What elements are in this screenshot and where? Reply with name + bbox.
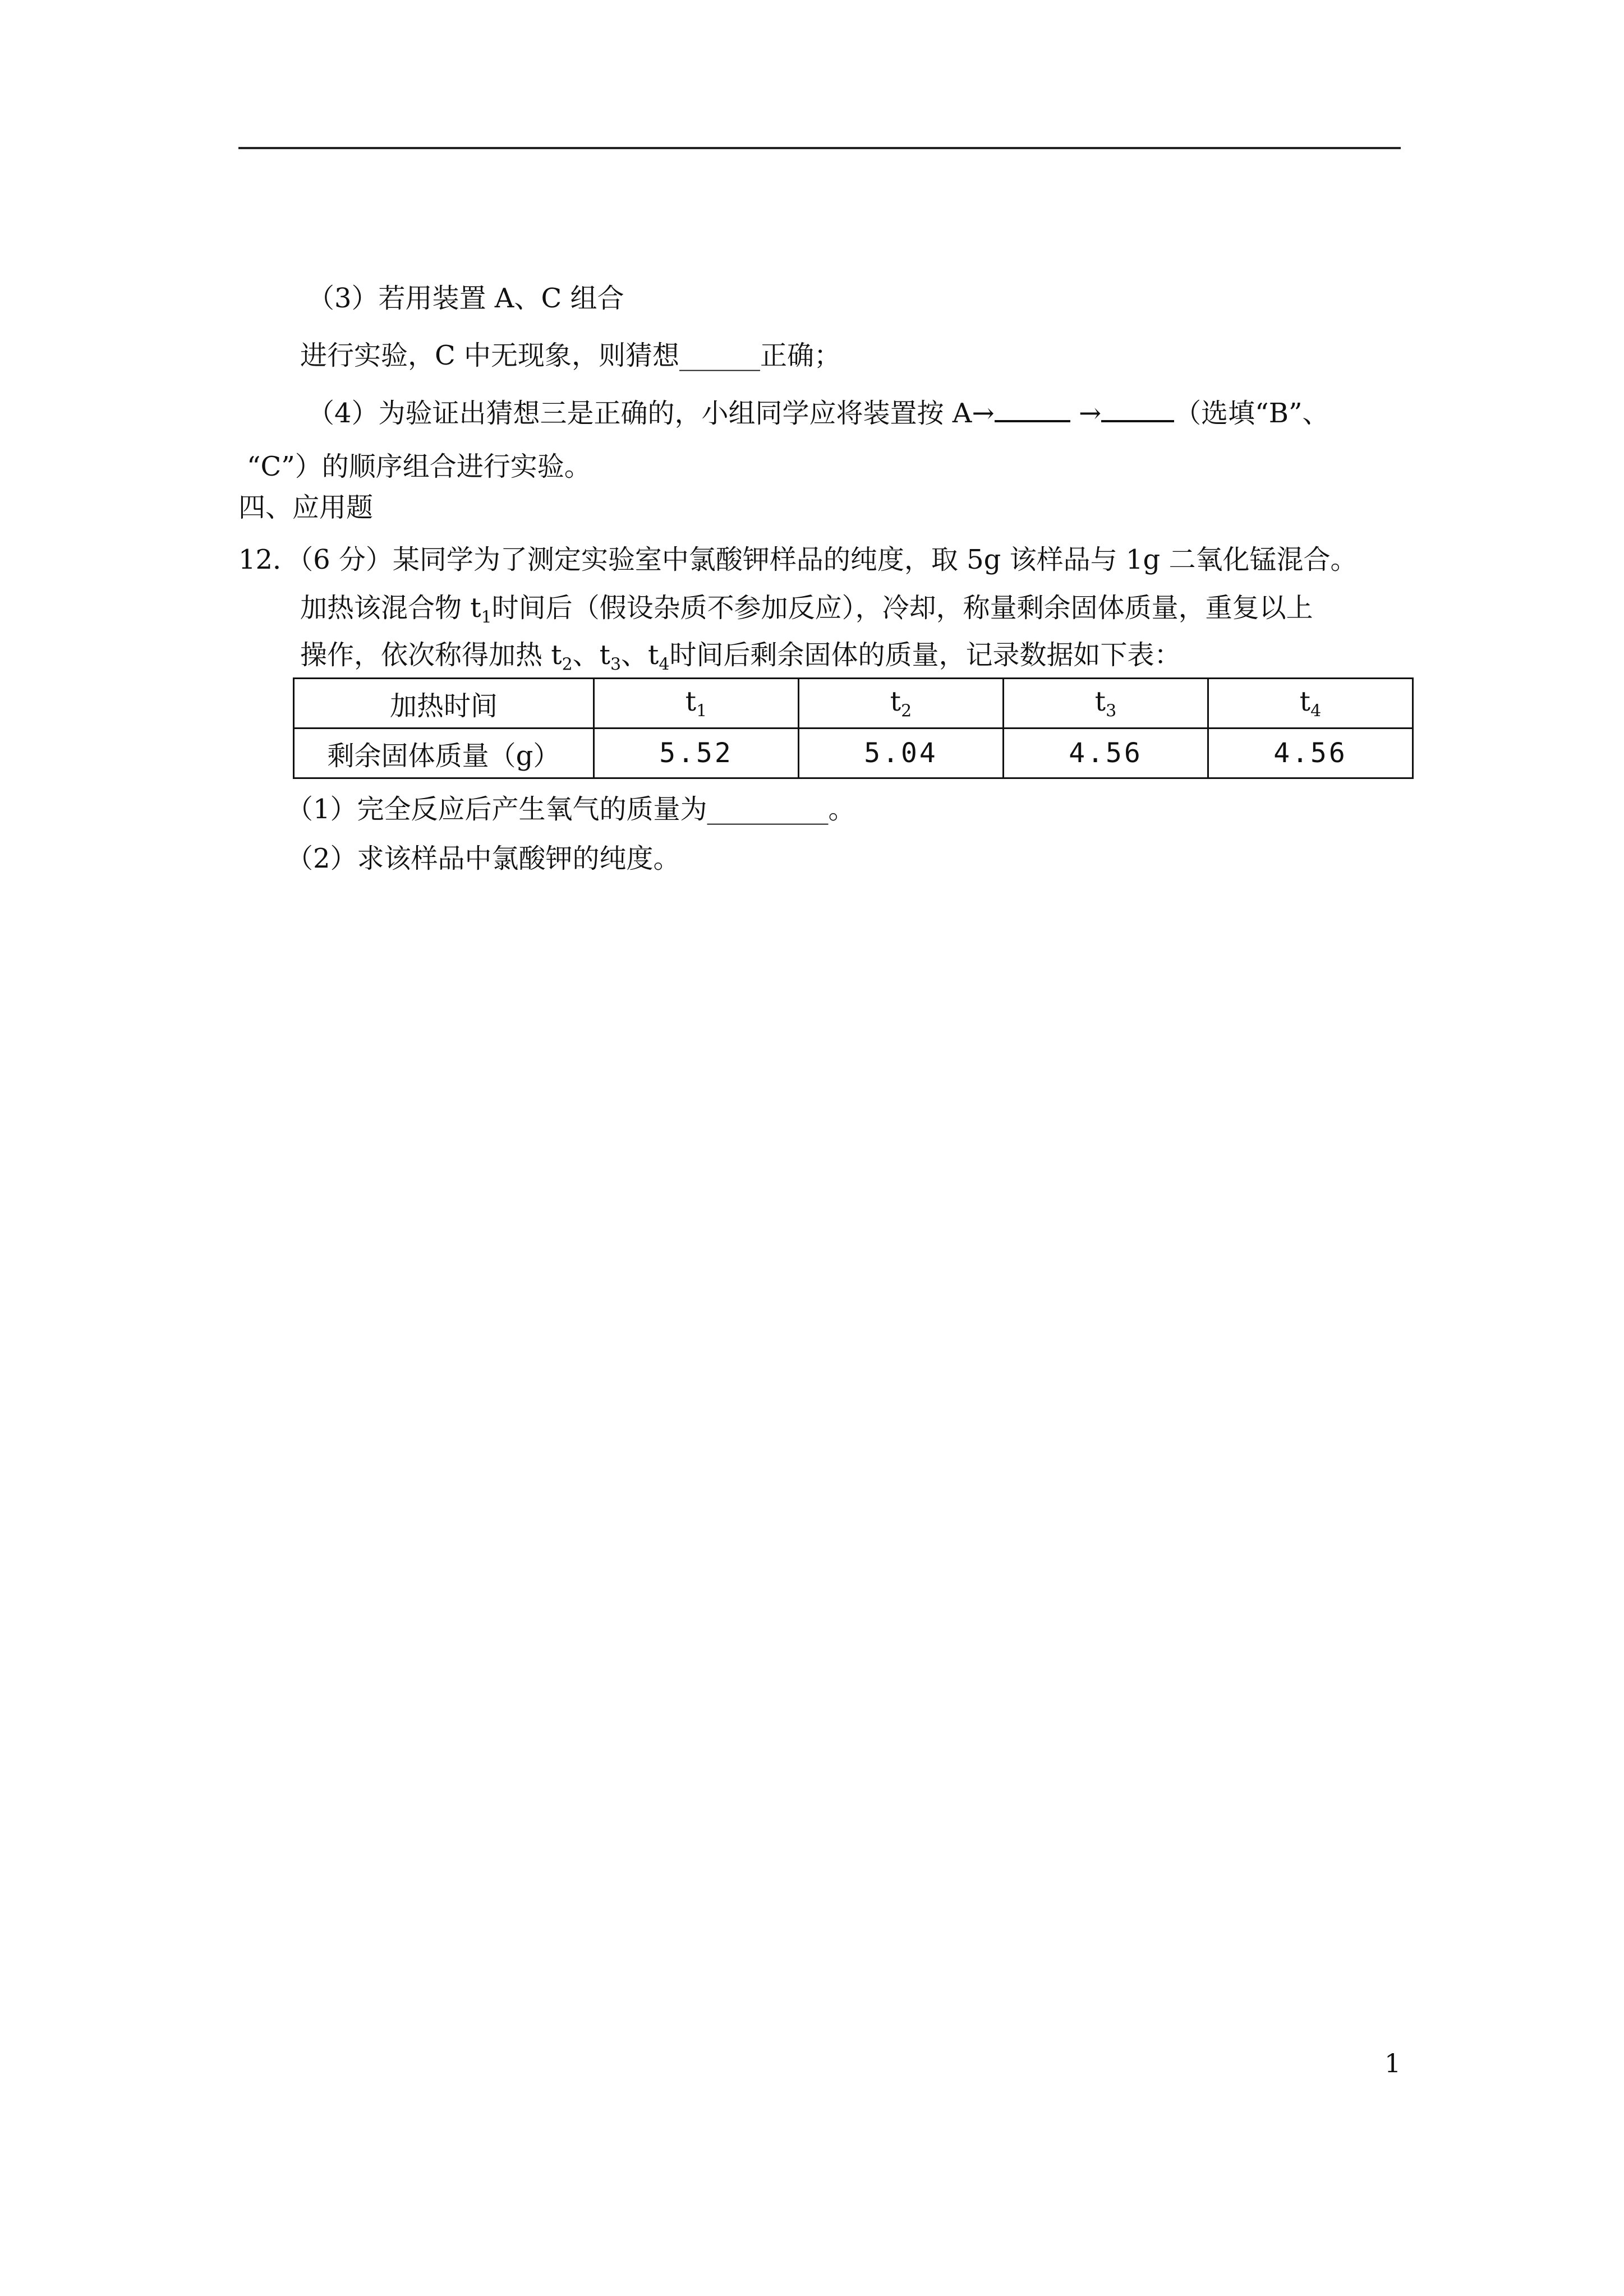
q4-answer-blank-2[interactable] (1101, 395, 1174, 422)
table-cell-mass: 4.56 (1004, 729, 1208, 778)
table-cell-mass: 4.56 (1208, 729, 1413, 778)
q12-text-line3c: 、t (621, 639, 659, 671)
subscript: 2 (901, 701, 912, 721)
subscript: 3 (1106, 701, 1117, 721)
q4-text-line2: “C”）的顺序组合进行实验。 (247, 451, 591, 482)
table-row (294, 729, 1413, 778)
arrow-right-icon: → (972, 398, 995, 429)
table-row (294, 679, 1413, 729)
q3-text-after: 正确； (760, 340, 841, 371)
q12-text-line3b: 、t (572, 639, 610, 671)
time-label: t (1094, 685, 1106, 717)
q12-text-line1: 12．（6 分）某同学为了测定实验室中氯酸钾样品的纯度，取 5g 该样品与 1g 二氧化锰混合。 (238, 544, 1358, 575)
table-cell-time (594, 679, 799, 729)
subq1-text-after: 。 (828, 794, 855, 825)
subscript: 4 (659, 654, 670, 675)
time-label: t (890, 685, 901, 717)
subscript: 3 (610, 654, 622, 675)
q12-line2 (300, 591, 1313, 635)
table-cell-time (1004, 679, 1208, 729)
page-number: 1 (1384, 2048, 1401, 2078)
header-rule (238, 147, 1401, 149)
subscript: 4 (1310, 701, 1322, 721)
subscript: 1 (696, 701, 707, 721)
subscript: 1 (481, 607, 492, 628)
q12-text-line2a: 加热该混合物 t (300, 592, 481, 624)
subq1-answer-blank[interactable]: _________ (707, 794, 829, 825)
q4-answer-blank-1[interactable] (995, 395, 1070, 422)
subq1-text-before: （1）完全反应后产生氧气的质量为 (286, 794, 707, 825)
q4-line2 (247, 450, 591, 483)
section-title-text: 四、应用题 (238, 492, 374, 523)
table-cell-time (1208, 679, 1413, 729)
subq2-text: （2）求该样品中氯酸钾的纯度。 (286, 843, 680, 874)
time-label: t (685, 685, 697, 717)
arrow-right-icon: → (1078, 398, 1102, 429)
table-header-cell: 加热时间 (294, 679, 594, 729)
q3-text: （3）若用装置 A、C 组合 (307, 283, 624, 314)
subq2-line (286, 842, 680, 875)
q12-text-line2b: 时间后（假设杂质不参加反应），冷却，称量剩余固体质量，重复以上 (491, 592, 1313, 624)
q3-line1 (307, 282, 624, 315)
table-cell-time (799, 679, 1004, 729)
q12-text-line3a: 操作，依次称得加热 t (300, 639, 562, 671)
q12-line1 (238, 543, 1357, 577)
section-title (238, 491, 373, 524)
table-cell-mass: 5.52 (594, 729, 799, 778)
q4-text-before: （4）为验证出猜想三是正确的，小组同学应将装置按 A (307, 398, 972, 429)
time-label: t (1299, 685, 1311, 717)
table-header-cell: 剩余固体质量（g） (294, 729, 594, 778)
q3-text-before: 进行实验，C 中无现象，则猜想 (300, 340, 679, 371)
q12-text-line3d: 时间后剩余固体的质量，记录数据如下表： (669, 639, 1181, 671)
data-table (293, 677, 1414, 779)
q4-text-after: （选填“B”、 (1174, 398, 1329, 429)
subscript: 2 (562, 654, 573, 675)
table-cell-mass: 5.04 (799, 729, 1004, 778)
q4-line1 (307, 395, 1329, 430)
q3-line2 (300, 339, 841, 372)
q3-answer-blank[interactable]: ______ (679, 340, 760, 371)
subq1-line (286, 792, 855, 826)
q12-line3 (300, 638, 1181, 682)
